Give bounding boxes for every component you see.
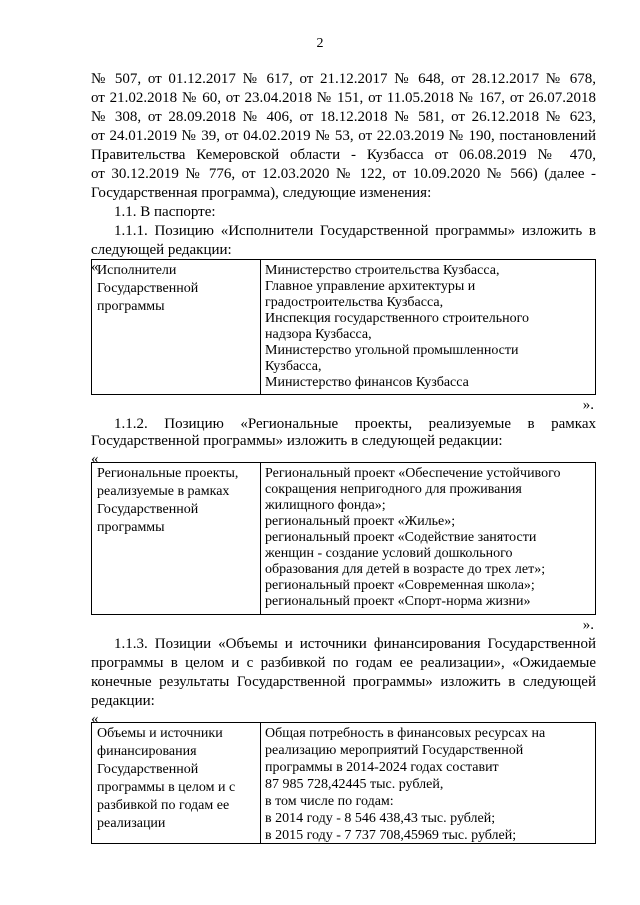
intro-line-last: Государственная программа), следующие изменения: [91,185,432,201]
section-paragraph-line: программы в целом и с разбивкой по годам ее реализации», «Ожидаемые [91,655,596,671]
table-left-cell [92,463,261,614]
left-cell-line: реализуемые в рамках [97,484,230,499]
left-cell-line: Государственной [97,762,199,777]
section-paragraph-line: 1.1.1. Позицию «Исполнители Государственной программы» изложить в [114,223,596,239]
right-cell-line: надзора Кузбасса, [265,327,372,342]
section-paragraph-last: Государственной программы» изложить в следующей редакции: [91,433,503,449]
close-quote: ». [582,397,594,413]
intro-line: от 21.02.2018 № 60, от 23.04.2018 № 151, от 11.05.2018 № 167, от 26.07.2018 [91,90,596,106]
left-cell-line: Исполнители [97,263,177,278]
intro-line: от 24.01.2019 № 39, от 04.02.2019 № 53, от 22.03.2019 № 190, постановлений [91,128,596,144]
right-cell-line: градостроительства Кузбасса, [265,295,444,310]
executors-table [91,259,596,395]
table-left-cell [92,260,261,394]
right-cell-line: Общая потребность в финансовых ресурсах на [265,726,546,741]
left-cell-line: реализации [97,816,166,831]
right-cell-line: Инспекция государственного строительного [265,311,530,326]
intro-line: № 308, от 28.09.2018 № 406, от 18.12.2018 № 581, от 26.12.2018 № 623, [91,109,596,125]
right-cell-line: программы в 2014-2024 годах составит [265,760,499,775]
right-cell-line: в 2015 году - 7 737 708,45969 тыс. рублей; [265,828,517,843]
right-cell-line: Министерство угольной промышленности [265,343,519,358]
right-cell-line: Главное управление архитектуры и [265,279,476,294]
intro-line: № 507, от 01.12.2017 № 617, от 21.12.2017 № 648, от 28.12.2017 № 678, [91,71,596,87]
intro-line: от 30.12.2019 № 776, от 12.03.2020 № 122, от 10.09.2020 № 566) (далее - [91,166,596,182]
regional-projects-table [91,462,596,615]
left-cell-line: разбивкой по годам ее [97,798,230,813]
right-cell-line: сокращения непригодного для проживания [265,482,522,497]
open-quote: « [91,451,99,467]
left-cell-line: Региональные проекты, [97,466,239,481]
table-left-cell [92,723,261,843]
intro-line: Правительства Кемеровской области - Кузбасса от 06.08.2019 № 470, [91,147,596,163]
left-cell-line: финансирования [97,744,197,759]
page-number: 2 [316,36,324,51]
left-cell-line: программы в целом и с [97,780,236,795]
section-paragraph-line: конечные результаты Государственной программы» изложить в следующей [91,674,596,690]
financing-table [91,722,596,844]
right-cell-line: женщин - создание условий дошкольного [265,546,513,561]
right-cell-line: жилищного фонда»; [265,498,386,513]
right-cell-line: Региональный проект «Обеспечение устойчивого [265,466,561,481]
left-cell-line: Государственной [97,502,199,517]
left-cell-line: программы [97,299,165,314]
left-cell-line: программы [97,520,165,535]
right-cell-line: образования для детей в возрасте до трех лет»; [265,562,546,577]
right-cell-line: в том числе по годам: [265,794,394,809]
right-cell-line: 87 985 728,42445 тыс. рублей, [265,777,444,792]
right-cell-line: региональный проект «Современная школа»; [265,578,535,593]
right-cell-line: в 2014 году - 8 546 438,43 тыс. рублей; [265,811,496,826]
section-paragraph-line: 1.1.2. Позицию «Региональные проекты, реализуемые в рамках [114,416,596,432]
right-cell-line: Министерство строительства Кузбасса, [265,263,500,278]
left-cell-line: Государственной [97,281,199,296]
right-cell-line: региональный проект «Спорт-норма жизни» [265,594,531,609]
right-cell-line: реализацию мероприятий Государственной [265,743,524,758]
close-quote: ». [582,617,594,633]
right-cell-line: Министерство финансов Кузбасса [265,375,469,390]
open-quote: « [91,711,99,727]
right-cell-line: Кузбасса, [265,359,322,374]
section-paragraph-last: редакции: [91,693,155,709]
open-quote: « [91,259,99,275]
right-cell-line: региональный проект «Жилье»; [265,514,456,529]
item-1-1: 1.1. В паспорте: [114,204,216,220]
section-paragraph-last: следующей редакции: [91,242,232,258]
left-cell-line: Объемы и источники [97,726,223,741]
right-cell-line: региональный проект «Содействие занятости [265,530,537,545]
section-paragraph-line: 1.1.3. Позиции «Объемы и источники финансирования Государственной [114,636,596,652]
